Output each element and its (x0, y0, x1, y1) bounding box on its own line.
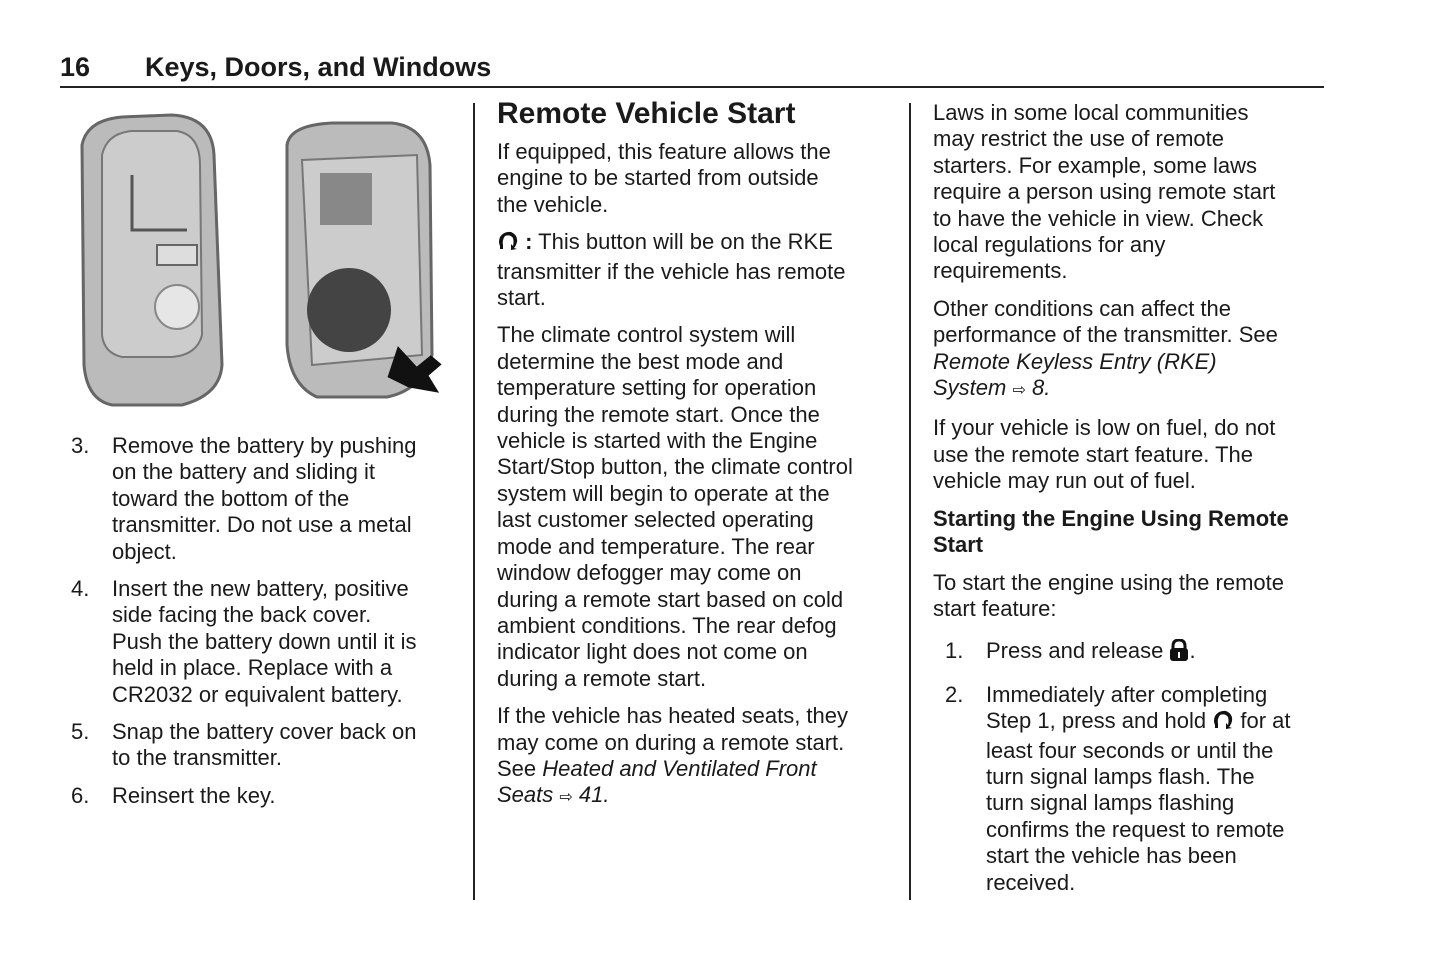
left-column (71, 433, 461, 820)
lock-icon (1169, 639, 1189, 667)
cross-reference-link[interactable]: Remote Keyless Entry (RKE) System (933, 348, 1217, 401)
text: Immediately after completing Step 1, press and hold (986, 681, 1268, 734)
key-fob-battery-illustration (62, 105, 457, 415)
step-number: 1. (945, 638, 964, 664)
step-number: 2. (945, 681, 964, 707)
colon: : (525, 229, 533, 255)
paragraph: To start the engine using the remote start feature: (933, 569, 1284, 621)
step-5 (71, 719, 461, 772)
paragraph (497, 703, 897, 812)
paragraph: Laws in some local communities may restrict the use of remote starters. For example, some laws require a person using remote start to have the vehicle in view. Check local regulations for any requirements. (933, 100, 1276, 284)
step-text (986, 638, 1196, 667)
step-2 (945, 682, 1333, 896)
paragraph (497, 229, 897, 311)
subheading: Starting the Engine Using Remote Start (933, 505, 1289, 558)
step-number: 5. (71, 719, 90, 745)
cross-reference-link[interactable]: Heated and Ventilated Front Seats (497, 755, 817, 808)
step-number: 6. (71, 782, 90, 808)
paragraph: The climate control system will determine the best mode and temperature setting for operation during the remote start. Once the vehicle is started with the Engine Start/Stop button, the climate control system will begin to operate at the last customer selected operating mode and temperature. The rear window defogger may come on during a remote start based on cold ambient conditions. The rear defog indicator light does not come on during a remote start. (497, 322, 853, 691)
text: Other conditions can affect the performance of the transmitter. See (933, 295, 1278, 348)
text: Press and release (986, 638, 1170, 664)
paragraph: If equipped, this feature allows the engine to be started from outside the vehicle. (497, 139, 831, 217)
text: for at least four seconds or until the turn signal lamps flash. The turn signal lamps flashing confirms the request to remote start the vehicle has been received. (986, 708, 1291, 895)
step-number: 4. (71, 576, 90, 602)
step-text: Insert the new battery, positive side facing the back cover. Push the battery down until it is held in place. Replace with a CR2032 or equivalent battery. (112, 576, 417, 707)
right-column (933, 100, 1333, 907)
step-text: Reinsert the key. (112, 782, 276, 808)
header-rule (60, 86, 1324, 88)
arrow-icon: ⇨ (1012, 382, 1026, 400)
text: This button will be on the RKE transmitter if the vehicle has remote start. (497, 229, 846, 311)
step-1 (945, 638, 1333, 667)
column-divider (473, 103, 475, 900)
paragraph: If your vehicle is low on fuel, do not use the remote start feature. The vehicle may run out of fuel. (933, 415, 1276, 494)
step-4 (71, 576, 461, 708)
step-6 (71, 783, 461, 809)
text: If the vehicle has heated seats, they may come on during a remote start. See (497, 703, 849, 781)
page-ref: 8. (1025, 375, 1051, 401)
step-number: 3. (71, 433, 90, 458)
step-text: Remove the battery by pushing on the battery and sliding it toward the bottom of the transmitter. Do not use a metal object. (112, 433, 417, 564)
section-title: Keys, Doors, and Windows (145, 52, 492, 82)
arrow-icon: ⇨ (559, 789, 573, 807)
column-divider (909, 103, 911, 900)
step-text: Snap the battery cover back on to the transmitter. (112, 719, 417, 771)
page-ref: 41. (572, 782, 610, 808)
text: . (1189, 638, 1196, 664)
step-3 (71, 433, 461, 565)
page-header (60, 52, 491, 83)
middle-column (497, 97, 897, 823)
section-heading: Remote Vehicle Start (497, 97, 796, 130)
remote-start-icon (497, 230, 519, 258)
step-text (986, 682, 1291, 896)
remote-start-icon (1212, 709, 1234, 737)
paragraph (933, 296, 1333, 405)
page-number: 16 (60, 52, 91, 82)
